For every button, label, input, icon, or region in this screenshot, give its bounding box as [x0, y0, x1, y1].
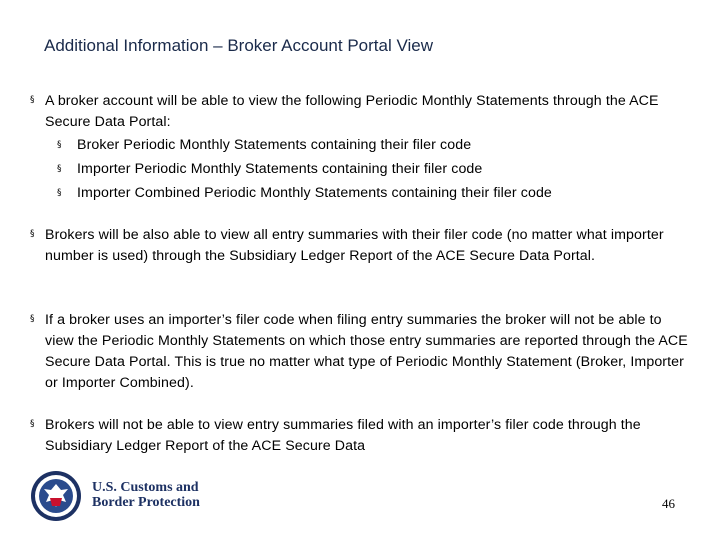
page-number: 46	[662, 496, 675, 511]
sub-item	[45, 133, 690, 157]
bullet-marker: §	[30, 229, 35, 239]
sub-item	[45, 181, 690, 205]
sub-bullet-marker: §	[57, 188, 62, 198]
agency-line-1: U.S. Customs and	[92, 480, 199, 495]
bullet-marker: §	[30, 314, 35, 324]
sub-bullet-marker: §	[57, 164, 62, 174]
bullet-text	[45, 91, 690, 205]
dhs-seal-icon	[30, 470, 82, 522]
sub-item	[45, 157, 690, 181]
agency-line-2: Border Protection	[92, 495, 200, 510]
sub-list	[45, 133, 690, 205]
bullet-1-text: A broker account will be able to view the following Periodic Monthly Statements through the ACE Secure Data Portal:	[45, 93, 659, 130]
slide-title: Additional Information – Broker Account Portal View	[44, 36, 434, 55]
bullet-2-text: Brokers will be also able to view all entry summaries with their filer code (no matter what importer number is used) through the Subsidiary Ledger Report of the ACE Secure Data Portal.	[45, 227, 664, 264]
bullet-3-text: If a broker uses an importer’s filer code when filing entry summaries the broker will not be able to view the Periodic Monthly Statements on which those entry summaries are reported through the ACE Secure Data Portal. This is true no matter what type of Periodic Monthly Statement (Broker, Importer or Importer Combined).	[45, 312, 688, 391]
bullet-marker: §	[30, 419, 35, 429]
agency-name	[92, 480, 200, 510]
bullet-marker: §	[30, 95, 35, 105]
sub-bullet-marker: §	[57, 140, 62, 150]
sub-item-text: Importer Combined Periodic Monthly Statements containing their filer code	[77, 185, 552, 201]
bullet-4-text: Brokers will not be able to view entry summaries filed with an importer’s filer code through the Subsidiary Ledger Report of the ACE Secure Data	[45, 417, 641, 454]
sub-item-text: Broker Periodic Monthly Statements containing their filer code	[77, 137, 472, 153]
sub-item-text: Importer Periodic Monthly Statements containing their filer code	[77, 161, 483, 177]
cbp-logo	[30, 470, 230, 522]
